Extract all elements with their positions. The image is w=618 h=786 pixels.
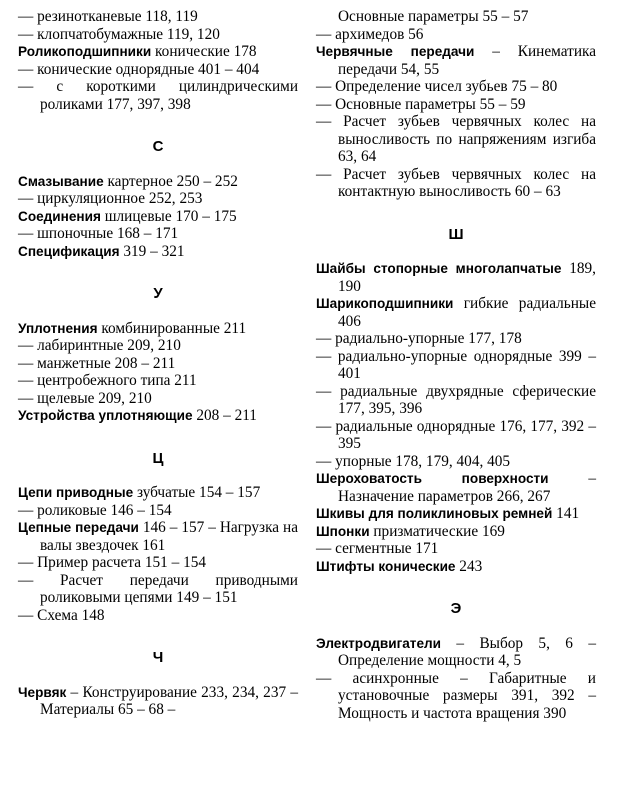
index-entry [18, 519, 298, 554]
index-subentry-text: сегментные 171 [335, 540, 439, 557]
index-subentry-text: циркуляционное 252, 253 [37, 190, 203, 207]
index-entry-heading: Цепи приводные [18, 485, 134, 500]
index-entry-heading: Смазывание [18, 173, 104, 189]
dash-marker [316, 96, 335, 113]
index-entry-text: – Конструирование 233, 234, 237 – Материалы 65 – 68 – [40, 683, 298, 718]
index-entry [18, 243, 298, 261]
dash-marker [18, 61, 37, 78]
index-subentry [18, 8, 298, 26]
index-subentry [316, 383, 596, 418]
index-entry-heading: Цепные передачи [18, 520, 139, 535]
index-entry-heading: Штифты конические [316, 558, 456, 574]
index-entry [18, 407, 298, 425]
index-subentry [18, 190, 298, 208]
dash-marker [18, 572, 60, 589]
index-subentry-text: с короткими цилиндрическими роликами 177, 397, 398 [40, 78, 299, 113]
dash-marker [316, 670, 353, 687]
index-continuation: Основные параметры 55 – 57 [338, 8, 529, 25]
index-subentry [18, 26, 298, 44]
index-entry [18, 173, 298, 191]
index-entry-text: – Выбор 5, 6 – Определение мощности 4, 5 [338, 634, 596, 669]
dash-marker [18, 554, 37, 571]
index-entry [316, 295, 596, 330]
index-entry-text: картерное 250 – 252 [103, 172, 238, 190]
index-entry-text: комбинированные 211 [97, 319, 247, 337]
index-entry [18, 43, 298, 61]
index-entry-text: – Назначение параметров 266, 267 [338, 470, 596, 505]
index-entry [18, 208, 298, 226]
dash-marker [18, 390, 37, 407]
index-entry-heading: Соединения [18, 208, 101, 224]
index-subentry-text: Расчет передачи приводными роликовыми цепями 149 – 151 [40, 571, 298, 606]
index-entry-text: зубчатые 154 – 157 [133, 484, 261, 501]
dash-marker [316, 26, 335, 43]
index-entry-text: 189, 190 [338, 260, 596, 295]
index-entry [316, 505, 596, 523]
index-entry-heading: Червячные передачи [316, 44, 475, 59]
index-subentry-text: Расчет зубьев червячных колес на контактную выносливость 60 – 63 [338, 165, 596, 200]
index-entry-heading: Шпонки [316, 523, 370, 539]
index-entry-text: 319 – 321 [119, 242, 185, 260]
index-entry-text: гибкие радиальные 406 [338, 295, 596, 330]
dash-marker [18, 355, 37, 372]
index-entry [18, 320, 298, 338]
index-entry [316, 260, 596, 295]
index-entry-heading: Шайбы стопорные многолапчатые [316, 261, 562, 276]
index-entry-heading: Шарикоподшипники [316, 296, 454, 311]
index-entry-heading: Уплотнения [18, 320, 98, 336]
dash-marker [18, 337, 37, 354]
index-subentry [316, 113, 596, 166]
index-column-left [18, 8, 298, 719]
index-entry-text: 146 – 157 – Нагрузка на валы звездочек 161 [40, 519, 298, 554]
index-entry-heading: Устройства уплотняющие [18, 408, 193, 423]
index-subentry [18, 61, 298, 79]
index-subentry-text: Основные параметры 55 – 59 [335, 95, 526, 113]
index-subentry [18, 572, 298, 607]
index-subentry [18, 554, 298, 572]
dash-marker [316, 383, 340, 400]
index-subentry-text: конические однорядные 401 – 404 [37, 60, 260, 78]
index-subentry-text: радиально-упорные однорядные 399 – 401 [337, 347, 596, 382]
index-subentry [316, 670, 596, 723]
index-subentry-text: роликовые 146 – 154 [37, 501, 172, 519]
index-subentry [316, 418, 596, 453]
dash-marker [316, 453, 335, 470]
index-subentry-text: клопчатобумажные 119, 120 [37, 25, 220, 43]
index-subentry [18, 78, 298, 113]
index-subentry-text: радиально-упорные 177, 178 [335, 330, 522, 347]
section-letter: Ц [152, 449, 164, 467]
index-subentry-text: Схема 148 [37, 606, 105, 624]
index-subentry [18, 225, 298, 243]
index-subentry-text: шпоночные 168 – 171 [37, 225, 179, 242]
dash-marker [316, 348, 338, 365]
dash-marker [316, 540, 335, 557]
index-subentry [18, 372, 298, 390]
index-column-right [316, 8, 596, 722]
index-subentry [316, 540, 596, 558]
index-entry-text: призматические 169 [369, 522, 505, 540]
dash-marker [18, 8, 37, 25]
section-letter: С [152, 138, 164, 155]
section-letter: У [153, 285, 163, 302]
dash-marker [18, 26, 37, 43]
index-entry-heading: Червяк [18, 684, 67, 700]
index-subentry-text: Определение чисел зубьев 75 – 80 [335, 78, 558, 95]
index-entry [316, 43, 596, 78]
index-subentry-text: центробежного типа 211 [37, 372, 197, 389]
dash-marker [18, 190, 37, 207]
index-entry-text: 141 [552, 505, 580, 522]
index-subentry-text: резинотканевые 118, 119 [37, 8, 198, 25]
dash-marker [316, 78, 335, 95]
index-subentry [18, 355, 298, 373]
index-entry-text: конические 178 [151, 43, 257, 60]
dash-marker [18, 78, 56, 95]
index-subentry [18, 502, 298, 520]
index-entry-heading: Роликоподшипники [18, 44, 152, 59]
index-subentry-text: лабиринтные 209, 210 [37, 337, 181, 354]
dash-marker [18, 502, 37, 519]
index-entry-text: 208 – 211 [192, 407, 257, 424]
index-subentry [18, 390, 298, 408]
index-entry [316, 470, 596, 505]
index-subentry-text: асинхронные – Габаритные и установочные размеры 391, 392 – Мощность и частота вращения 390 [338, 669, 596, 722]
index-subentry-text: Расчет зубьев червячных колес на выносливость по напряжениям изгиба 63, 64 [338, 113, 596, 165]
dash-marker [18, 225, 37, 242]
index-entry [316, 558, 596, 576]
index-entry-heading: Электродвигатели [316, 635, 442, 651]
index-subentry-text: радиальные однорядные 176, 177, 392 – 395 [335, 417, 596, 452]
index-subentry-text: архимедов 56 [335, 25, 424, 43]
dash-marker [316, 330, 335, 347]
section-letter: Э [450, 600, 462, 617]
index-subentry-text: упорные 178, 179, 404, 405 [335, 452, 511, 470]
dash-marker [316, 418, 335, 435]
dash-marker [18, 607, 37, 624]
section-letter: Ш [448, 225, 464, 243]
index-entry [18, 484, 298, 502]
section-letter: Ч [152, 649, 164, 666]
dash-marker [316, 113, 343, 130]
index-subentry [18, 337, 298, 355]
index-entry [18, 684, 298, 719]
index-subentry-text: радиальные двухрядные сферические 177, 395, 396 [338, 382, 596, 417]
index-subentry [316, 96, 596, 114]
index-subentry [316, 78, 596, 96]
index-subentry [316, 166, 596, 201]
index-subentry [316, 330, 596, 348]
dash-marker [316, 166, 343, 183]
index-subentry [316, 26, 596, 44]
index-subentry [316, 348, 596, 383]
index-entry-text: – Кинематика передачи 54, 55 [338, 43, 596, 78]
index-subentry-text: манжетные 208 – 211 [37, 354, 176, 372]
index-subentry-text: щелевые 209, 210 [37, 389, 152, 407]
index-entry-text: 243 [455, 557, 483, 575]
index-subentry [18, 607, 298, 625]
index-subentry-text: Пример расчета 151 – 154 [37, 554, 207, 571]
dash-marker [18, 372, 37, 389]
index-entry [316, 635, 596, 670]
index-entry-heading: Шероховатость поверхности [316, 471, 549, 486]
index-subentry [316, 453, 596, 471]
index-entry [316, 523, 596, 541]
index-entry-heading: Спецификация [18, 243, 120, 259]
index-entry-heading: Шкивы для поликлиновых ремней [316, 506, 553, 521]
index-entry-text: шлицевые 170 – 175 [100, 207, 237, 225]
